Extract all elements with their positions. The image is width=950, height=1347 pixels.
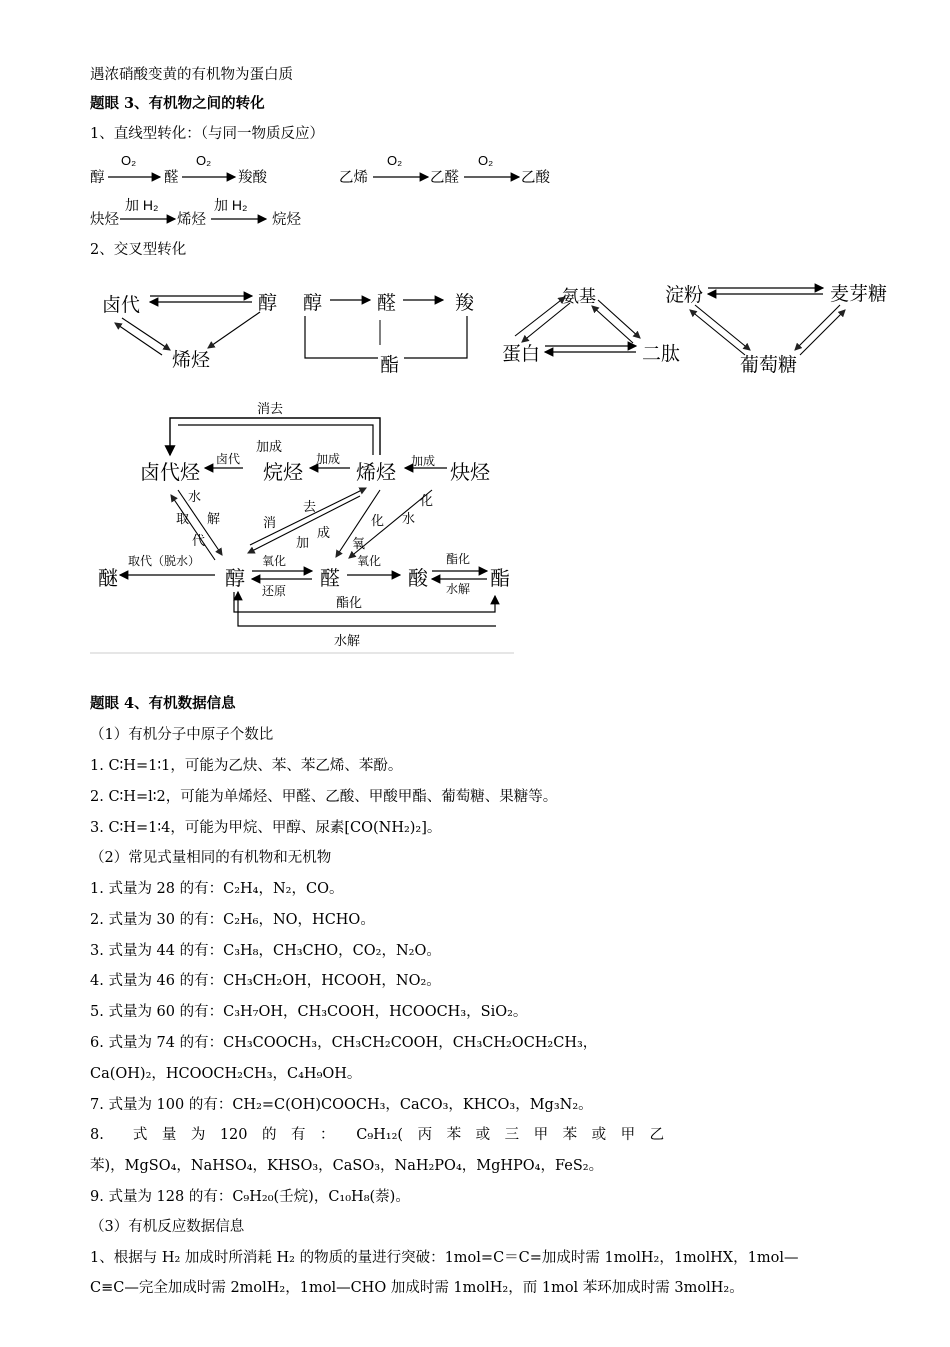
bd-label-zhihua1: 酯化 [446, 552, 471, 566]
bd-label-jiacheng3: 加成 [411, 454, 436, 468]
linear-row1-left-3: 羧酸 [238, 170, 267, 186]
t4-node-2: 麦芽糖 [830, 283, 888, 305]
bd-label-jie: 解 [207, 512, 221, 527]
bd-label-shuijie2: 水解 [334, 634, 361, 649]
ratio-line-3: 3. C∶H=1∶4，可能为甲烷、甲醇、尿素[CO(NH₂)₂]。 [90, 820, 442, 836]
bd-label-shui2: 水 [402, 512, 416, 527]
bd-node-quan: 醛 [320, 566, 340, 590]
cross-title: 2、交叉型转化 [90, 242, 187, 258]
bd-label-jia: 加 [296, 536, 310, 551]
bd-node-suan: 酸 [408, 566, 428, 590]
reaction-line-1: 1、根据与 H₂ 加成时所消耗 H₂ 的物质的量进行突破：1mol=C＝C=加成时需 1molH₂，1molHX，1mol— [90, 1250, 799, 1266]
t2-node-4: 酯 [380, 354, 400, 376]
linear-row1-right-2: 乙醛 [430, 170, 459, 186]
bd-node-zhi: 酯 [490, 566, 510, 590]
linear-row1-right-3: 乙酸 [521, 170, 550, 186]
bd-label-qu: 取 [176, 512, 190, 527]
bd-label-dai: 代 [192, 534, 206, 549]
bd-node-ludaiting: 卤代烃 [140, 460, 200, 484]
bd-node-xiting: 烯烃 [356, 460, 396, 484]
t3-node-2: 蛋白 [502, 343, 541, 365]
bd-label-zhihua2: 酯化 [336, 596, 363, 611]
bd-node-wanting: 烷烃 [263, 460, 303, 484]
t2-node-3: 羧 [455, 292, 475, 314]
bd-label-jiacheng1: 加成 [256, 440, 283, 455]
mass-line-3: 3. 式量为 44 的有：C₃H₈，CH₃CHO，CO₂，N₂O。 [90, 943, 441, 959]
ratio-line-2: 2. C∶H=l∶2，可能为单烯烃、甲醛、乙酸、甲酸甲酯、葡萄糖、果糖等。 [90, 789, 558, 805]
heading-3: 题眼 3、有机物之间的转化 [90, 95, 265, 112]
t3-node-1: 氨基 [562, 287, 596, 307]
bd-label-yanghua2: 氧化 [357, 554, 382, 568]
heading-4: 题眼 4、有机数据信息 [90, 695, 236, 712]
t1-node-2: 醇 [258, 292, 278, 314]
bd-node-chun: 醇 [225, 566, 245, 590]
mass-line-8b: 苯)，MgSO₄，NaHSO₄，KHSO₃，CaSO₃，NaH₂PO₄，MgHPO₄，FeS₂。 [90, 1158, 604, 1174]
bd-node-mi: 醚 [98, 566, 118, 590]
bd-label-yang: 氧 [352, 537, 366, 552]
t1-node-3: 烯烃 [172, 349, 211, 371]
mass-line-7: 7. 式量为 100 的有：CH₂=C(OH)COOCH₃，CaCO₃，KHCO₃，Mg₃N₂。 [90, 1097, 593, 1113]
bd-label-shuijie1: 水解 [446, 582, 471, 596]
bd-label-jiacheng2: 加成 [316, 452, 341, 466]
sec2-title: （2）常见式量相同的有机物和无机物 [90, 850, 332, 866]
mass-line-6b: Ca(OH)₂，HCOOCH₂CH₃，C₄H₉OH。 [90, 1066, 362, 1082]
t2-node-1: 醇 [303, 292, 323, 314]
sec1-title: （1）有机分子中原子个数比 [90, 727, 274, 743]
o2-label-3: O₂ [387, 153, 403, 168]
bd-label-xiao: 消 [263, 516, 277, 531]
t3-node-3: 二肽 [642, 343, 681, 365]
h2-label-2: 加 H₂ [214, 197, 248, 213]
t4-node-1: 淀粉 [665, 284, 704, 306]
bd-label-hua2: 化 [420, 494, 434, 509]
bd-label-ludai: 卤代 [216, 452, 241, 466]
mass-line-6: 6. 式量为 74 的有：CH₃COOCH₃，CH₃CH₂COOH，CH₃CH₂OCH₂CH₃， [90, 1035, 598, 1051]
bd-node-queting: 炔烃 [450, 460, 490, 484]
bd-label-quda: 取代（脱水） [128, 554, 201, 568]
bd-label-qu2: 去 [303, 500, 317, 515]
t1-node-1: 卤代 [102, 294, 141, 316]
mass-line-8: 8. 式 量 为 120 的 有 ： C₉H₁₂( 丙 苯 或 三 甲 苯 或 甲 乙 [90, 1127, 665, 1143]
mass-line-2: 2. 式量为 30 的有：C₂H₆，NO，HCHO。 [90, 912, 375, 928]
linear-title: 1、直线型转化：（与同一物质反应） [90, 126, 324, 142]
bd-label-shui: 水 [188, 490, 202, 505]
linear-row2-2: 烯烃 [177, 212, 206, 228]
intro-line: 遇浓硝酸变黄的有机物为蛋白质 [90, 67, 293, 83]
ratio-line-1: 1. C∶H=1∶1，可能为乙炔、苯、苯乙烯、苯酚。 [90, 758, 403, 774]
mass-line-4: 4. 式量为 46 的有：CH₃CH₂OH，HCOOH，NO₂。 [90, 973, 441, 989]
mass-line-1: 1. 式量为 28 的有：C₂H₄，N₂，CO。 [90, 881, 344, 897]
bd-label-cheng: 成 [317, 526, 331, 541]
bd-label-yanghua1: 氧化 [262, 554, 287, 568]
o2-label-2: O₂ [196, 153, 212, 168]
mass-line-5: 5. 式量为 60 的有：C₃H₇OH，CH₃COOH，HCOOCH₃，SiO₂。 [90, 1004, 528, 1020]
bd-xiaoqu-top: 消去 [257, 402, 284, 417]
o2-label-1: O₂ [121, 153, 137, 168]
linear-row1-right-1: 乙烯 [339, 170, 368, 186]
bd-label-huanyuan: 还原 [262, 584, 287, 598]
linear-row2-1: 炔烃 [90, 212, 119, 228]
sec3-title: （3）有机反应数据信息 [90, 1219, 245, 1235]
linear-row1-left-1: 醇 [90, 170, 105, 186]
t4-node-3: 葡萄糖 [740, 354, 798, 376]
linear-row1-left-2: 醛 [164, 170, 179, 186]
linear-row2-3: 烷烃 [272, 212, 301, 228]
t2-node-2: 醛 [377, 292, 397, 314]
mass-line-9: 9. 式量为 128 的有：C₉H₂₀(壬烷)，C₁₀H₈(萘)。 [90, 1189, 410, 1205]
h2-label-1: 加 H₂ [125, 197, 159, 213]
bd-label-hua1: 化 [371, 514, 385, 529]
o2-label-4: O₂ [478, 153, 494, 168]
reaction-line-2: C≡C—完全加成时需 2molH₂，1mol—CHO 加成时需 1molH₂，而 1mol 苯环加成时需 3molH₂。 [90, 1280, 744, 1296]
